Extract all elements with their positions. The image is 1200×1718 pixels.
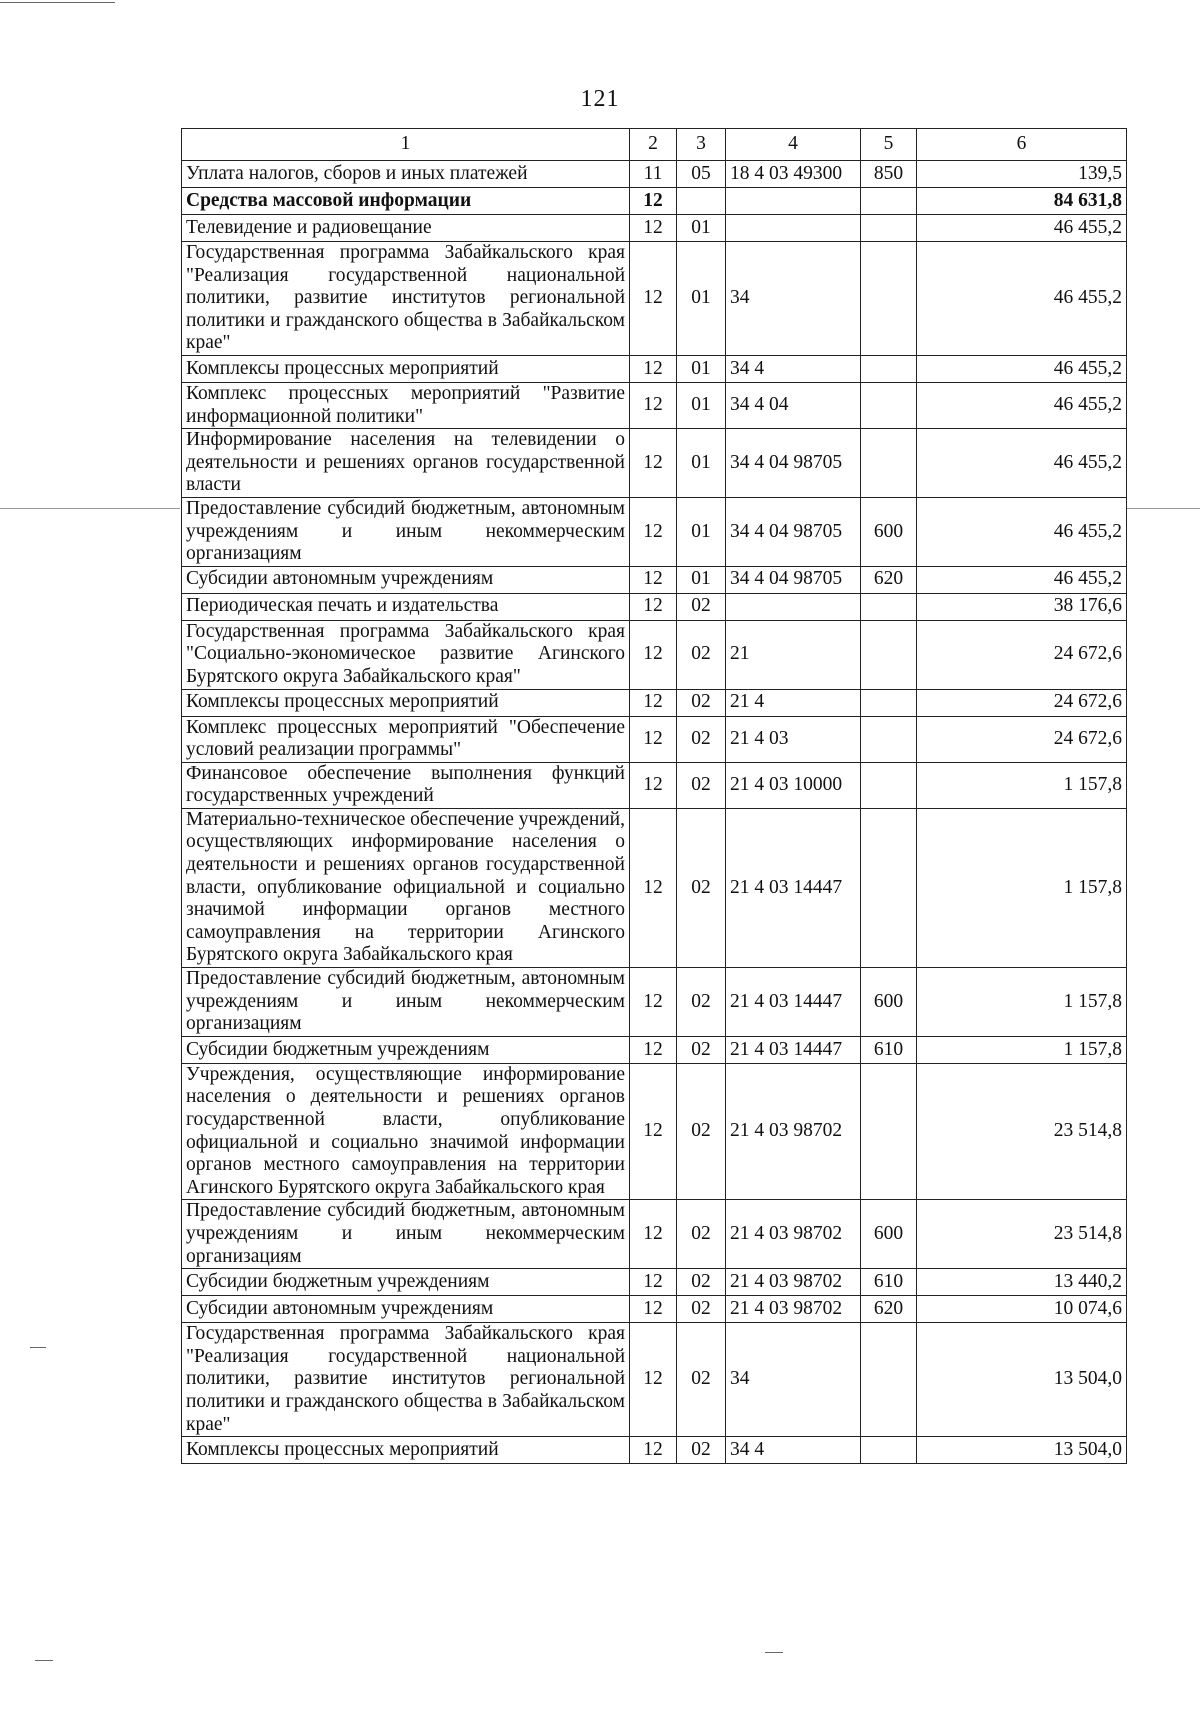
table-header-row — [182, 129, 1127, 161]
table-row — [182, 1269, 1127, 1296]
row-name-cell: Комплекс процессных мероприятий "Развитие информационной политики" — [182, 382, 630, 428]
table-row — [182, 566, 1127, 593]
subsection-code-cell — [677, 188, 726, 215]
row-name-cell: Предоставление субсидий бюджетным, автономным учреждениям и иным некоммерческим организациям — [182, 497, 630, 566]
table-row — [182, 1063, 1127, 1200]
amount-cell: 10 074,6 — [917, 1296, 1127, 1323]
section-code-cell: 12 — [630, 566, 677, 593]
row-name-cell: Предоставление субсидий бюджетным, автономным учреждениям и иным некоммерческим организациям — [182, 1200, 630, 1269]
section-code-cell: 12 — [630, 1269, 677, 1296]
amount-cell: 46 455,2 — [917, 355, 1127, 382]
section-code-cell: 11 — [630, 161, 677, 188]
section-code-cell: 12 — [630, 1296, 677, 1323]
target-article-cell: 21 4 03 98702 — [726, 1296, 861, 1323]
section-code-cell: 12 — [630, 215, 677, 242]
table-row — [182, 161, 1127, 188]
amount-cell: 13 504,0 — [917, 1323, 1127, 1437]
row-name-cell: Информирование населения на телевидении о деятельности и решениях органов государственной власти — [182, 429, 630, 498]
amount-cell: 46 455,2 — [917, 429, 1127, 498]
row-name-cell: Телевидение и радиовещание — [182, 215, 630, 242]
scan-artifact-line — [35, 1660, 53, 1661]
table-row — [182, 808, 1127, 967]
expense-type-cell — [861, 593, 917, 620]
subsection-code-cell: 01 — [677, 566, 726, 593]
table-row — [182, 497, 1127, 566]
row-name-cell: Комплексы процессных мероприятий — [182, 355, 630, 382]
expense-type-cell — [861, 382, 917, 428]
row-name-cell: Государственная программа Забайкальского края "Социально-экономическое развитие Агинского Бурятского округа Забайкальского края" — [182, 620, 630, 689]
row-name-cell: Предоставление субсидий бюджетным, автономным учреждениям и иным некоммерческим организациям — [182, 968, 630, 1037]
amount-cell: 139,5 — [917, 161, 1127, 188]
section-code-cell: 12 — [630, 716, 677, 762]
table-row — [182, 1200, 1127, 1269]
expense-type-cell: 620 — [861, 566, 917, 593]
table-row — [182, 716, 1127, 762]
target-article-cell: 21 4 03 10000 — [726, 762, 861, 808]
table-row — [182, 429, 1127, 498]
row-name-cell: Учреждения, осуществляющие информирование населения о деятельности и решениях органов государственной власти, опубликование официальной и социально значимой информации органов местного самоуправления на территории Агинского Бурятского округа Забайкальского края — [182, 1063, 630, 1200]
expense-type-cell — [861, 1437, 917, 1464]
amount-cell: 46 455,2 — [917, 215, 1127, 242]
expense-type-cell — [861, 1323, 917, 1437]
amount-cell: 24 672,6 — [917, 620, 1127, 689]
subsection-code-cell: 05 — [677, 161, 726, 188]
expense-type-cell: 600 — [861, 968, 917, 1037]
target-article-cell: 21 4 03 — [726, 716, 861, 762]
column-header: 4 — [726, 129, 861, 161]
section-code-cell: 12 — [630, 429, 677, 498]
subsection-code-cell: 02 — [677, 1296, 726, 1323]
amount-cell: 46 455,2 — [917, 382, 1127, 428]
target-article-cell: 21 4 — [726, 689, 861, 716]
column-header: 5 — [861, 129, 917, 161]
subsection-code-cell: 02 — [677, 1269, 726, 1296]
row-name-cell: Финансовое обеспечение выполнения функций государственных учреждений — [182, 762, 630, 808]
amount-cell: 46 455,2 — [917, 566, 1127, 593]
amount-cell: 23 514,8 — [917, 1200, 1127, 1269]
amount-cell: 1 157,8 — [917, 968, 1127, 1037]
target-article-cell: 34 4 — [726, 355, 861, 382]
subsection-code-cell: 02 — [677, 1437, 726, 1464]
target-article-cell: 34 4 04 98705 — [726, 566, 861, 593]
scan-artifact-line — [0, 508, 180, 509]
table-row — [182, 593, 1127, 620]
subsection-code-cell: 02 — [677, 1036, 726, 1063]
section-code-cell: 12 — [630, 355, 677, 382]
row-name-cell: Субсидии бюджетным учреждениям — [182, 1269, 630, 1296]
subsection-code-cell: 02 — [677, 620, 726, 689]
table-row — [182, 1036, 1127, 1063]
section-code-cell: 12 — [630, 689, 677, 716]
expense-type-cell: 600 — [861, 1200, 917, 1269]
table-row — [182, 215, 1127, 242]
expense-type-cell: 850 — [861, 161, 917, 188]
expense-type-cell — [861, 689, 917, 716]
expense-type-cell — [861, 242, 917, 356]
amount-cell: 46 455,2 — [917, 242, 1127, 356]
table-body — [182, 161, 1127, 1464]
table-row — [182, 1437, 1127, 1464]
row-name-cell: Государственная программа Забайкальского края "Реализация государственной национальной политики, развитие институтов региональной политики и гражданского общества в Забайкальском крае" — [182, 1323, 630, 1437]
target-article-cell: 34 — [726, 1323, 861, 1437]
target-article-cell: 34 4 04 98705 — [726, 429, 861, 498]
table-row — [182, 689, 1127, 716]
amount-cell: 1 157,8 — [917, 808, 1127, 967]
subsection-code-cell: 02 — [677, 689, 726, 716]
section-code-cell: 12 — [630, 1323, 677, 1437]
table-row — [182, 1296, 1127, 1323]
section-code-cell: 12 — [630, 497, 677, 566]
subsection-code-cell: 02 — [677, 808, 726, 967]
target-article-cell: 21 4 03 14447 — [726, 968, 861, 1037]
subsection-code-cell: 02 — [677, 968, 726, 1037]
budget-table — [181, 128, 1127, 1464]
column-header: 3 — [677, 129, 726, 161]
subsection-code-cell: 01 — [677, 497, 726, 566]
section-code-cell: 12 — [630, 593, 677, 620]
column-header: 2 — [630, 129, 677, 161]
subsection-code-cell: 02 — [677, 1323, 726, 1437]
target-article-cell: 21 4 03 14447 — [726, 1036, 861, 1063]
target-article-cell: 18 4 03 49300 — [726, 161, 861, 188]
section-code-cell: 12 — [630, 188, 677, 215]
subsection-code-cell: 02 — [677, 1063, 726, 1200]
row-name-cell: Уплата налогов, сборов и иных платежей — [182, 161, 630, 188]
subsection-code-cell: 01 — [677, 215, 726, 242]
target-article-cell: 34 4 04 98705 — [726, 497, 861, 566]
subsection-code-cell: 02 — [677, 593, 726, 620]
table-row — [182, 1323, 1127, 1437]
target-article-cell: 21 4 03 98702 — [726, 1269, 861, 1296]
column-header: 1 — [182, 129, 630, 161]
row-name-cell: Государственная программа Забайкальского края "Реализация государственной национальной политики, развитие институтов региональной политики и гражданского общества в Забайкальском крае" — [182, 242, 630, 356]
target-article-cell — [726, 593, 861, 620]
row-name-cell: Комплексы процессных мероприятий — [182, 689, 630, 716]
expense-type-cell: 610 — [861, 1036, 917, 1063]
expense-type-cell — [861, 1063, 917, 1200]
section-code-cell: 12 — [630, 762, 677, 808]
row-name-cell: Субсидии бюджетным учреждениям — [182, 1036, 630, 1063]
row-name-cell: Комплексы процессных мероприятий — [182, 1437, 630, 1464]
section-code-cell: 12 — [630, 1200, 677, 1269]
row-name-cell: Периодическая печать и издательства — [182, 593, 630, 620]
amount-cell: 23 514,8 — [917, 1063, 1127, 1200]
amount-cell: 46 455,2 — [917, 497, 1127, 566]
expense-type-cell — [861, 429, 917, 498]
expense-type-cell — [861, 808, 917, 967]
table-row — [182, 620, 1127, 689]
expense-type-cell — [861, 355, 917, 382]
section-code-cell: 12 — [630, 1437, 677, 1464]
table-row — [182, 382, 1127, 428]
section-code-cell: 12 — [630, 620, 677, 689]
target-article-cell: 34 4 04 — [726, 382, 861, 428]
row-name-cell: Материально-техническое обеспечение учреждений, осуществляющих информирование населения о деятельности и решениях органов государственной власти, опубликование официальной и социально значимой информации органов местного самоуправления на территории Агинского Бурятского округа Забайкальского края — [182, 808, 630, 967]
amount-cell: 24 672,6 — [917, 716, 1127, 762]
row-name-cell: Субсидии автономным учреждениям — [182, 566, 630, 593]
amount-cell: 13 440,2 — [917, 1269, 1127, 1296]
amount-cell: 24 672,6 — [917, 689, 1127, 716]
page-number: 121 — [580, 86, 620, 112]
expense-type-cell: 600 — [861, 497, 917, 566]
expense-type-cell — [861, 620, 917, 689]
target-article-cell — [726, 215, 861, 242]
section-code-cell: 12 — [630, 808, 677, 967]
expense-type-cell — [861, 716, 917, 762]
scan-artifact-line — [765, 1652, 783, 1653]
section-code-cell: 12 — [630, 968, 677, 1037]
amount-cell: 38 176,6 — [917, 593, 1127, 620]
expense-type-cell — [861, 188, 917, 215]
target-article-cell: 34 — [726, 242, 861, 356]
table-row — [182, 355, 1127, 382]
subsection-code-cell: 02 — [677, 716, 726, 762]
table-row — [182, 242, 1127, 356]
row-name-cell: Комплекс процессных мероприятий "Обеспечение условий реализации программы" — [182, 716, 630, 762]
section-code-cell: 12 — [630, 1063, 677, 1200]
subsection-code-cell: 01 — [677, 429, 726, 498]
expense-type-cell — [861, 762, 917, 808]
table-row — [182, 188, 1127, 215]
amount-cell: 1 157,8 — [917, 1036, 1127, 1063]
scan-artifact-line — [30, 1347, 46, 1348]
target-article-cell: 21 4 03 14447 — [726, 808, 861, 967]
column-header: 6 — [917, 129, 1127, 161]
subsection-code-cell: 01 — [677, 382, 726, 428]
target-article-cell: 21 — [726, 620, 861, 689]
scan-artifact-line — [0, 2, 115, 3]
row-name-cell: Средства массовой информации — [182, 188, 630, 215]
expense-type-cell: 610 — [861, 1269, 917, 1296]
subsection-code-cell: 01 — [677, 242, 726, 356]
section-code-cell: 12 — [630, 242, 677, 356]
row-name-cell: Субсидии автономным учреждениям — [182, 1296, 630, 1323]
target-article-cell — [726, 188, 861, 215]
section-code-cell: 12 — [630, 1036, 677, 1063]
subsection-code-cell: 02 — [677, 1200, 726, 1269]
expense-type-cell — [861, 215, 917, 242]
subsection-code-cell: 02 — [677, 762, 726, 808]
scan-artifact-line — [1127, 508, 1200, 509]
target-article-cell: 21 4 03 98702 — [726, 1200, 861, 1269]
subsection-code-cell: 01 — [677, 355, 726, 382]
expense-type-cell: 620 — [861, 1296, 917, 1323]
table-row — [182, 762, 1127, 808]
table-row — [182, 968, 1127, 1037]
amount-cell: 1 157,8 — [917, 762, 1127, 808]
target-article-cell: 34 4 — [726, 1437, 861, 1464]
amount-cell: 13 504,0 — [917, 1437, 1127, 1464]
target-article-cell: 21 4 03 98702 — [726, 1063, 861, 1200]
section-code-cell: 12 — [630, 382, 677, 428]
amount-cell: 84 631,8 — [917, 188, 1127, 215]
